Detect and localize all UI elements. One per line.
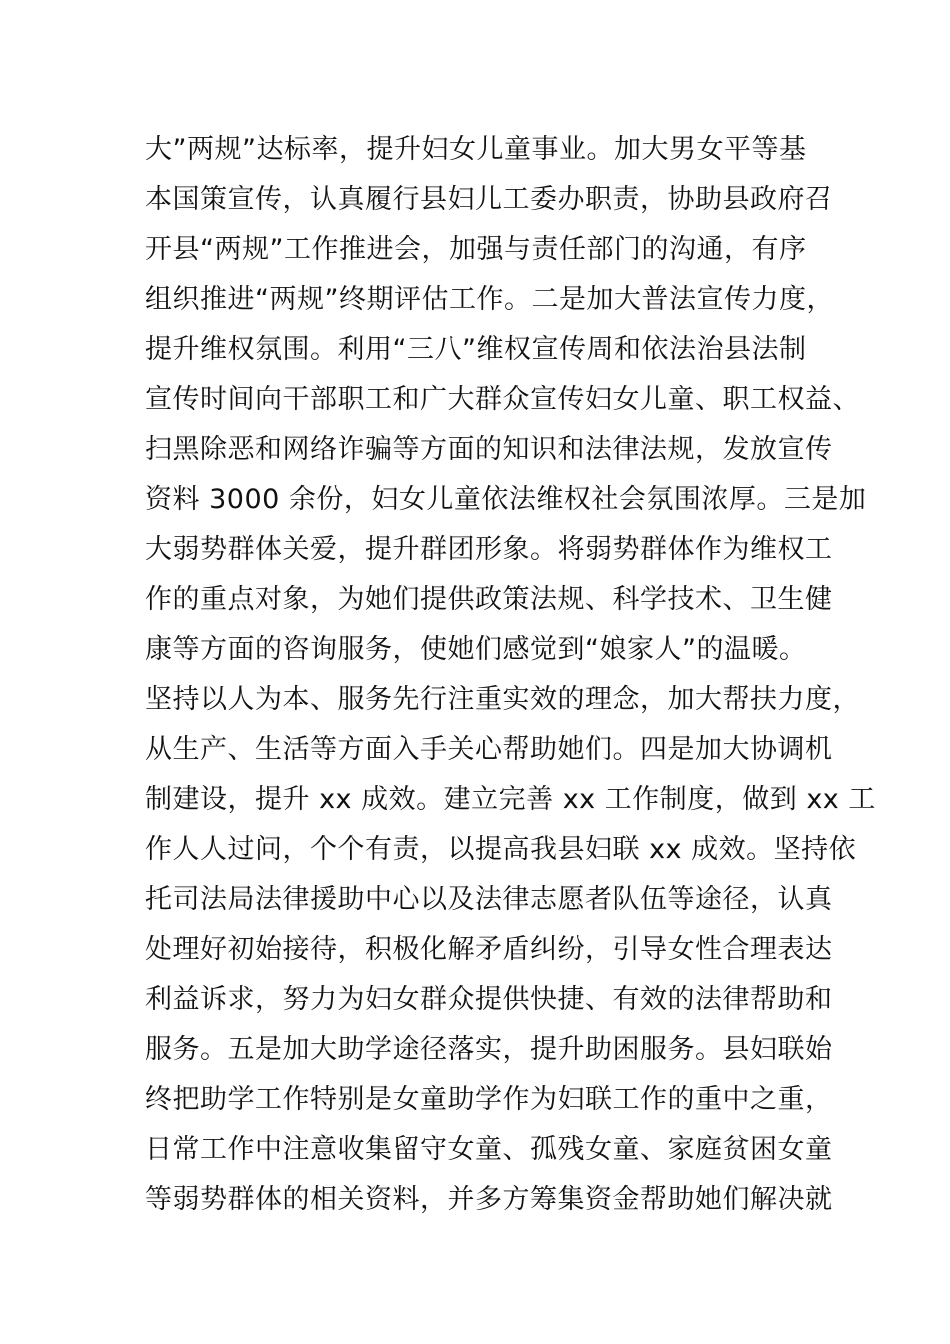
text-line-22: 等弱势群体的相关资料，并多方筹集资金帮助她们解决就 xyxy=(145,1184,833,1215)
text-line-12: 坚持以人为本、服务先行注重实效的理念，加大帮扶力度， xyxy=(145,684,860,715)
text-line-18: 利益诉求，努力为妇女群众提供快捷、有效的法律帮助和 xyxy=(145,984,833,1015)
text-line-7: 扫黑除恶和网络诈骗等方面的知识和法律法规，发放宣传 xyxy=(145,434,833,465)
text-line-10: 作的重点对象，为她们提供政策法规、科学技术、卫生健 xyxy=(145,584,833,615)
text-line-17: 处理好初始接待，积极化解矛盾纠纷，引导女性合理表达 xyxy=(145,934,833,965)
text-line-9: 大弱势群体关爱，提升群团形象。将弱势群体作为维权工 xyxy=(145,534,833,565)
body-paragraph xyxy=(145,125,876,1225)
text-line-1: 大”两规”达标率，提升妇女儿童事业。加大男女平等基 xyxy=(145,134,807,165)
text-line-21: 日常工作中注意收集留守女童、孤残女童、家庭贫困女童 xyxy=(145,1134,833,1165)
text-line-6: 宣传时间向干部职工和广大群众宣传妇女儿童、职工权益、 xyxy=(145,384,860,415)
text-line-8: 资料 3000 余份，妇女儿童依法维权社会氛围浓厚。三是加 xyxy=(145,484,867,515)
text-line-5: 提升维权氛围。利用“三八”维权宣传周和依法治县法制 xyxy=(145,334,807,365)
text-line-20: 终把助学工作特别是女童助学作为妇联工作的重中之重， xyxy=(145,1084,833,1115)
text-line-19: 服务。五是加大助学途径落实，提升助困服务。县妇联始 xyxy=(145,1034,833,1065)
text-line-16: 托司法局法律援助中心以及法律志愿者队伍等途径，认真 xyxy=(145,884,833,915)
text-line-4: 组织推进“两规”终期评估工作。二是加大普法宣传力度， xyxy=(145,284,834,315)
text-line-15: 作人人过问，个个有责，以提高我县妇联 xx 成效。坚持依 xyxy=(145,834,857,865)
text-line-2: 本国策宣传，认真履行县妇儿工委办职责，协助县政府召 xyxy=(145,184,833,215)
text-line-3: 开县“两规”工作推进会，加强与责任部门的沟通，有序 xyxy=(145,234,807,265)
text-line-11: 康等方面的咨询服务，使她们感觉到“娘家人”的温暖。 xyxy=(145,634,807,665)
text-line-14: 制建设，提升 xx 成效。建立完善 xx 工作制度，做到 xx 工 xyxy=(145,784,876,815)
text-line-13: 从生产、生活等方面入手关心帮助她们。四是加大协调机 xyxy=(145,734,833,765)
